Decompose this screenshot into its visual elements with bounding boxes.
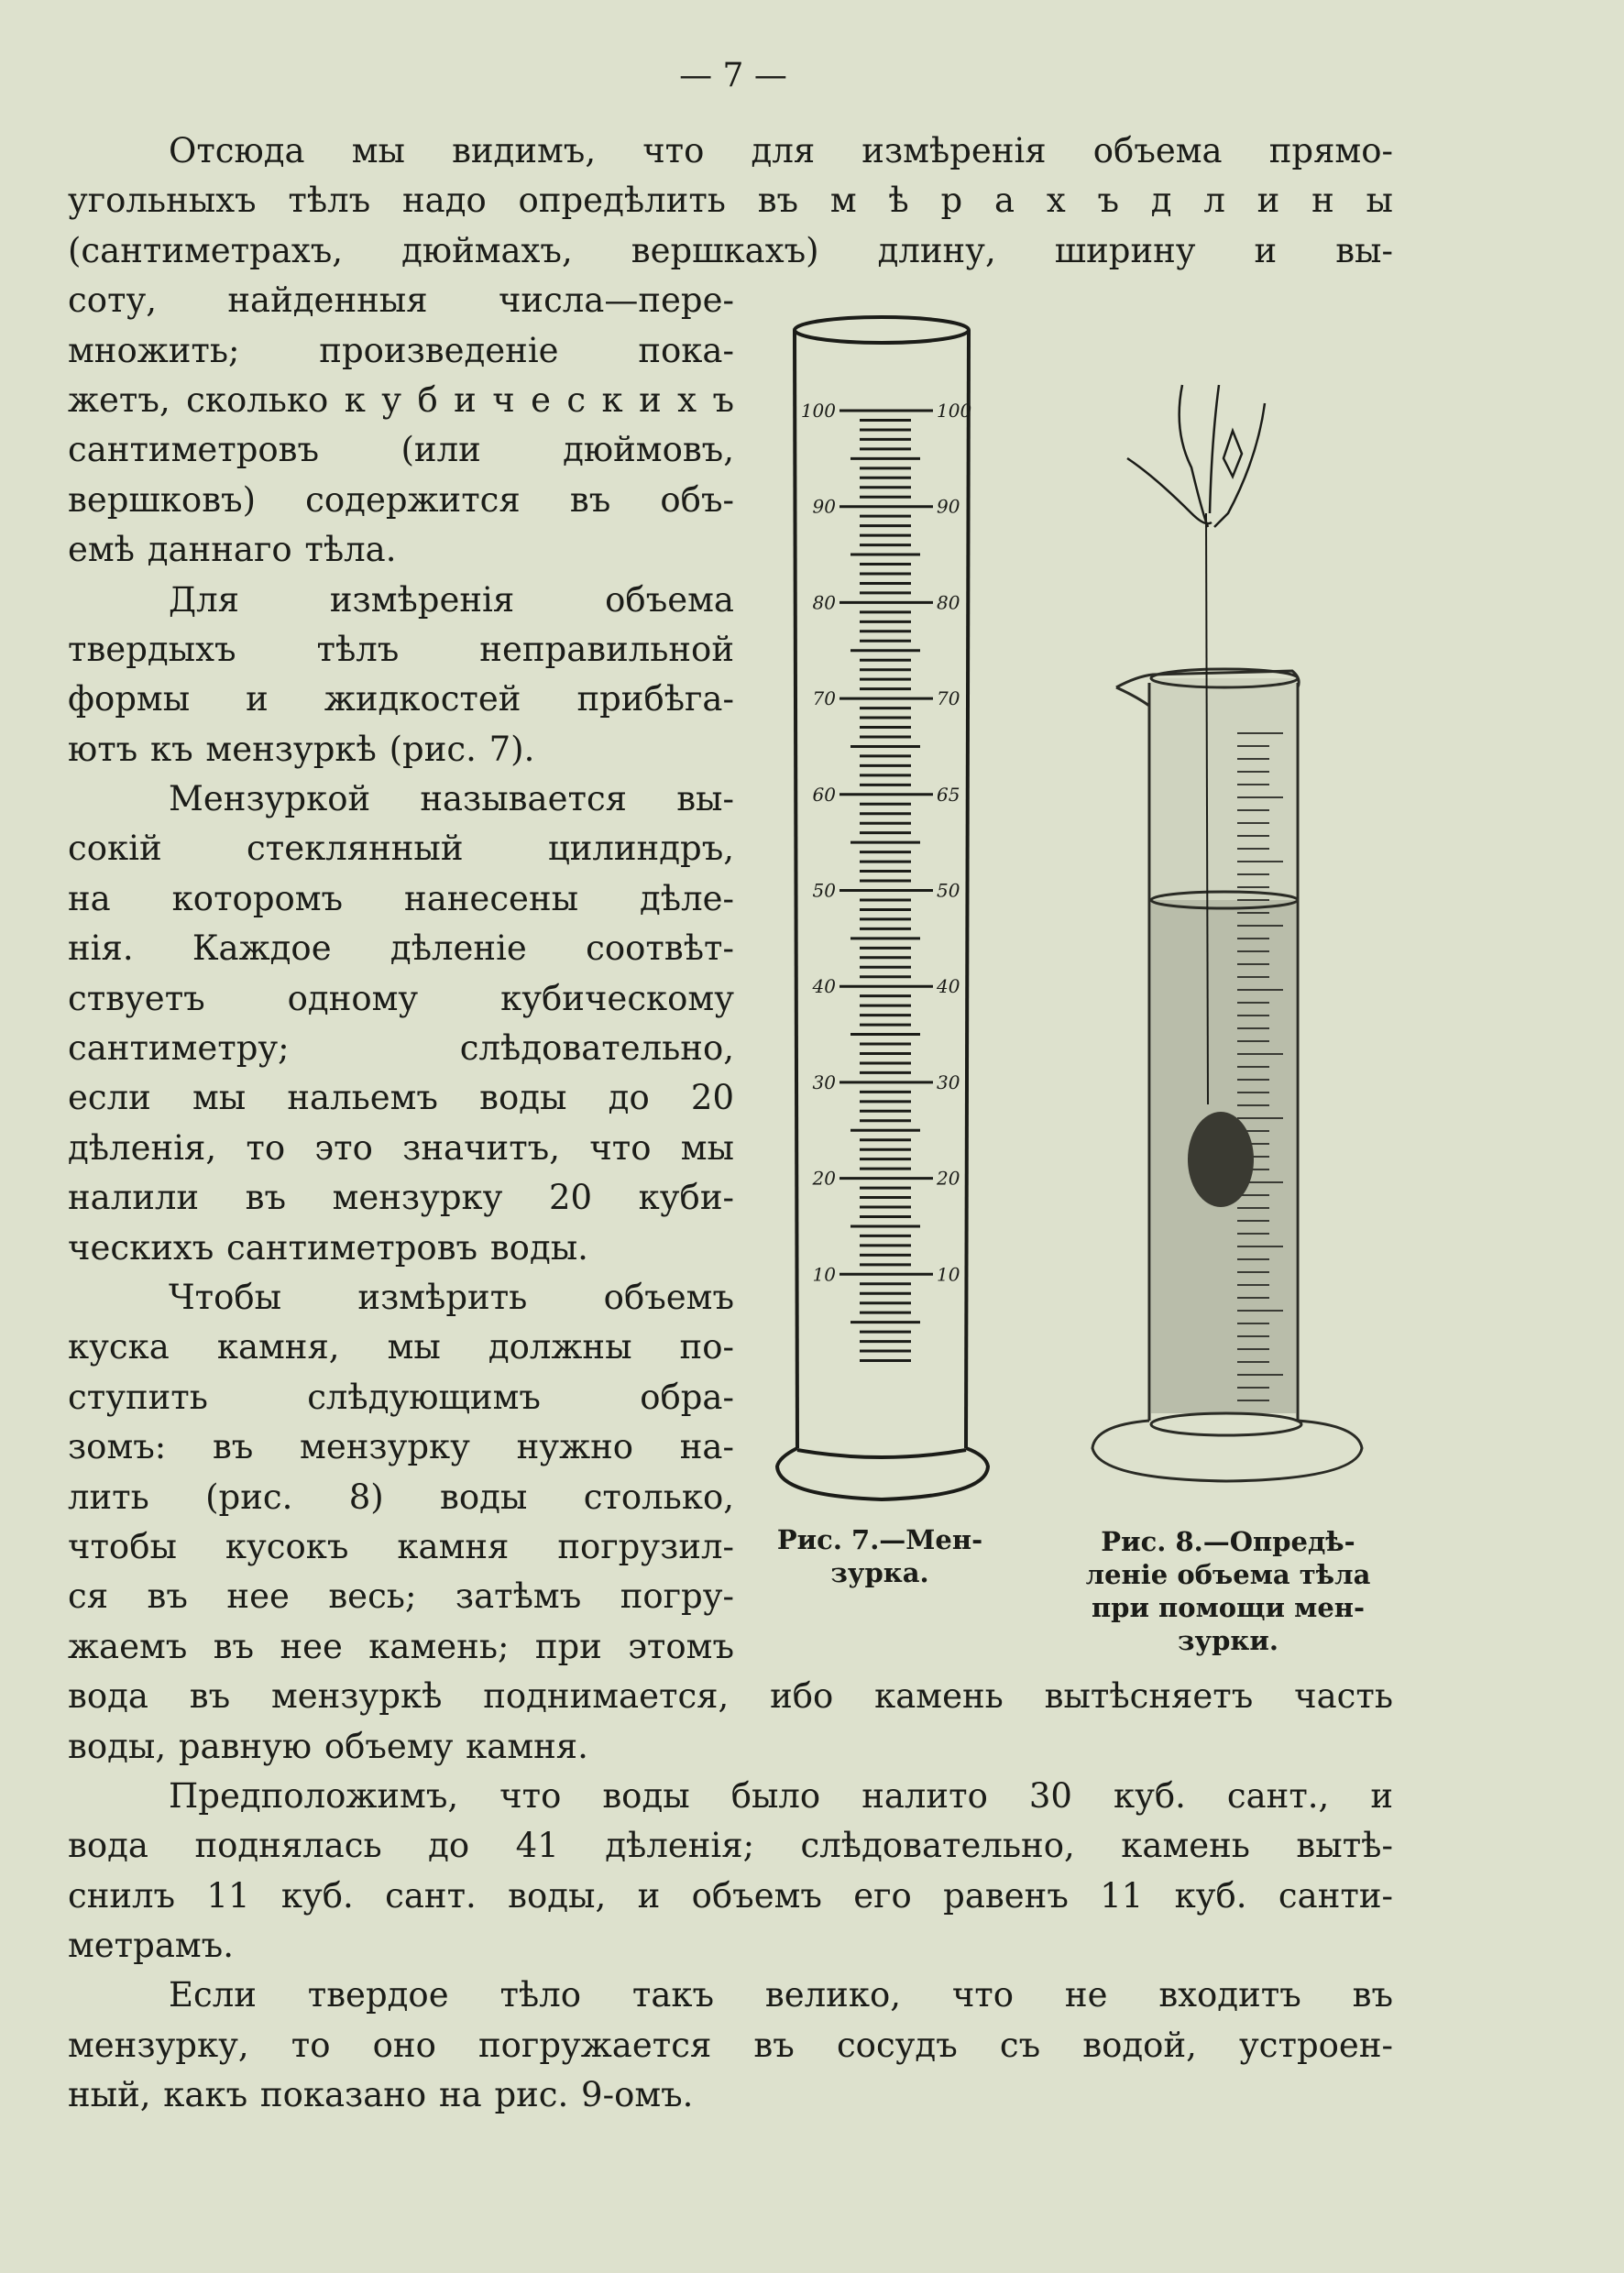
text-line: угольныхъ тѣлъ надо опредѣлить въ м ѣ р а х ъ д л и н ы [68,181,1393,221]
text-line: Если твердое тѣло такъ велико, что не входитъ въ [169,1975,1393,2015]
text-line: метрамъ. [68,1926,234,1966]
scale-label-left: 10 [812,1263,836,1286]
text-line: Мензуркой называется вы- [169,779,734,819]
hand-icon [1127,385,1265,527]
text-line: твердыхъ тѣлъ неправильной [68,629,734,669]
scale-label-right: 80 [937,591,960,614]
text-line: ступить слѣдующимъ обра- [68,1377,734,1417]
text-line: сантиметровъ (или дюймовъ, [68,430,734,470]
text-line: вершковъ) содержится въ объ- [68,479,734,520]
text-line: емѣ даннаго тѣла. [68,530,397,570]
scale-label-left: 70 [812,687,836,710]
text-line: Предположимъ, что воды было налито 30 куб. сант., и [169,1775,1393,1816]
scale-label-left: 20 [812,1167,836,1190]
scale-label-right: 20 [937,1167,960,1190]
text-line: если мы нальемъ воды до 20 [68,1078,734,1118]
text-line: ческихъ сантиметровъ воды. [68,1227,588,1268]
scale-label-right: 50 [937,879,960,902]
caption-line: зурки. [1178,1625,1278,1656]
text-line: формы и жидкостей прибѣга- [68,679,734,719]
text-line: Чтобы измѣрить объемъ [169,1277,734,1317]
scale-label-right: 90 [937,495,960,518]
text-line: куска камня, мы должны по- [68,1327,734,1367]
text-line: налили въ мензурку 20 куби- [68,1178,734,1218]
text-line: лить (рис. 8) воды столько, [68,1477,734,1517]
scale-label-left: 50 [812,879,836,902]
text-line: множить; произведеніе пока- [68,330,734,370]
scale-label-left: 40 [812,975,836,998]
figure-7-caption [752,1523,1008,1589]
text-line: ютъ къ мензуркѣ (рис. 7). [68,729,535,769]
text-line: вода въ мензуркѣ поднимается, ибо камень вытѣсняетъ часть [68,1676,1393,1717]
text-line: соту, найденныя числа—пере- [68,280,734,321]
text-line: вода поднялась до 41 дѣленія; слѣдовательно, камень вытѣ- [68,1826,1393,1866]
text-line: (сантиметрахъ, дюймахъ, вершкахъ) длину, ширину и вы- [68,230,1393,270]
scale-label-left: 30 [812,1071,836,1093]
scale-label-right: 70 [937,687,960,710]
text-line: чтобы кусокъ камня погрузил- [68,1526,734,1566]
text-line: ный, какъ показано на рис. 9-омъ. [68,2075,694,2115]
caption-line: зурка. [830,1557,929,1588]
page-number: — 7 — [679,57,787,94]
text-line: Отсюда мы видимъ, что для измѣренія объема прямо- [169,131,1393,170]
text-line: мензурку, то оно погружается въ сосудъ съ водой, устроен- [68,2025,1393,2065]
scale-label-right: 100 [937,400,972,422]
caption-line: при помощи мен- [1091,1592,1366,1623]
text-line: жетъ, сколько к у б и ч е с к и х ъ [68,379,734,420]
stone [1188,1112,1254,1207]
text-line: жаемъ въ нее камень; при этомъ [68,1626,734,1666]
text-line: снилъ 11 куб. сант. воды, и объемъ его равенъ 11 куб. санти- [68,1875,1393,1916]
figure-8-caption [1063,1525,1393,1657]
caption-line: Рис. 7.—Мен- [776,1524,983,1555]
scale-label-right: 40 [937,975,960,998]
caption-line: леніе объема тѣла [1085,1559,1371,1590]
text-line: зомъ: въ мензурку нужно на- [68,1427,734,1467]
text-line: на которомъ нанесены дѣле- [68,878,734,918]
scale-label-right: 30 [937,1071,960,1093]
text-line: воды, равную объему камня. [68,1726,588,1766]
scale-label-right: 10 [937,1263,960,1286]
text-line: сантиметру; слѣдовательно, [68,1028,734,1069]
text-line: дѣленія, то это значитъ, что мы [68,1127,734,1168]
scale-label-left: 90 [812,495,836,518]
text-line: ся въ нее весь; затѣмъ погру- [68,1576,734,1617]
scale-label-left: 100 [800,400,836,422]
caption-line: Рис. 8.—Опредѣ- [1101,1526,1355,1557]
text-line: сокій стеклянный цилиндръ, [68,829,734,869]
text-line: ствуетъ одному кубическому [68,978,734,1018]
text-line: Для измѣренія объема [169,579,734,620]
scale-label-left: 80 [812,591,836,614]
text-line: нія. Каждое дѣленіе соотвѣт- [68,928,734,969]
scale-label-left: 60 [812,783,836,806]
scale-label-right: 65 [937,783,960,806]
